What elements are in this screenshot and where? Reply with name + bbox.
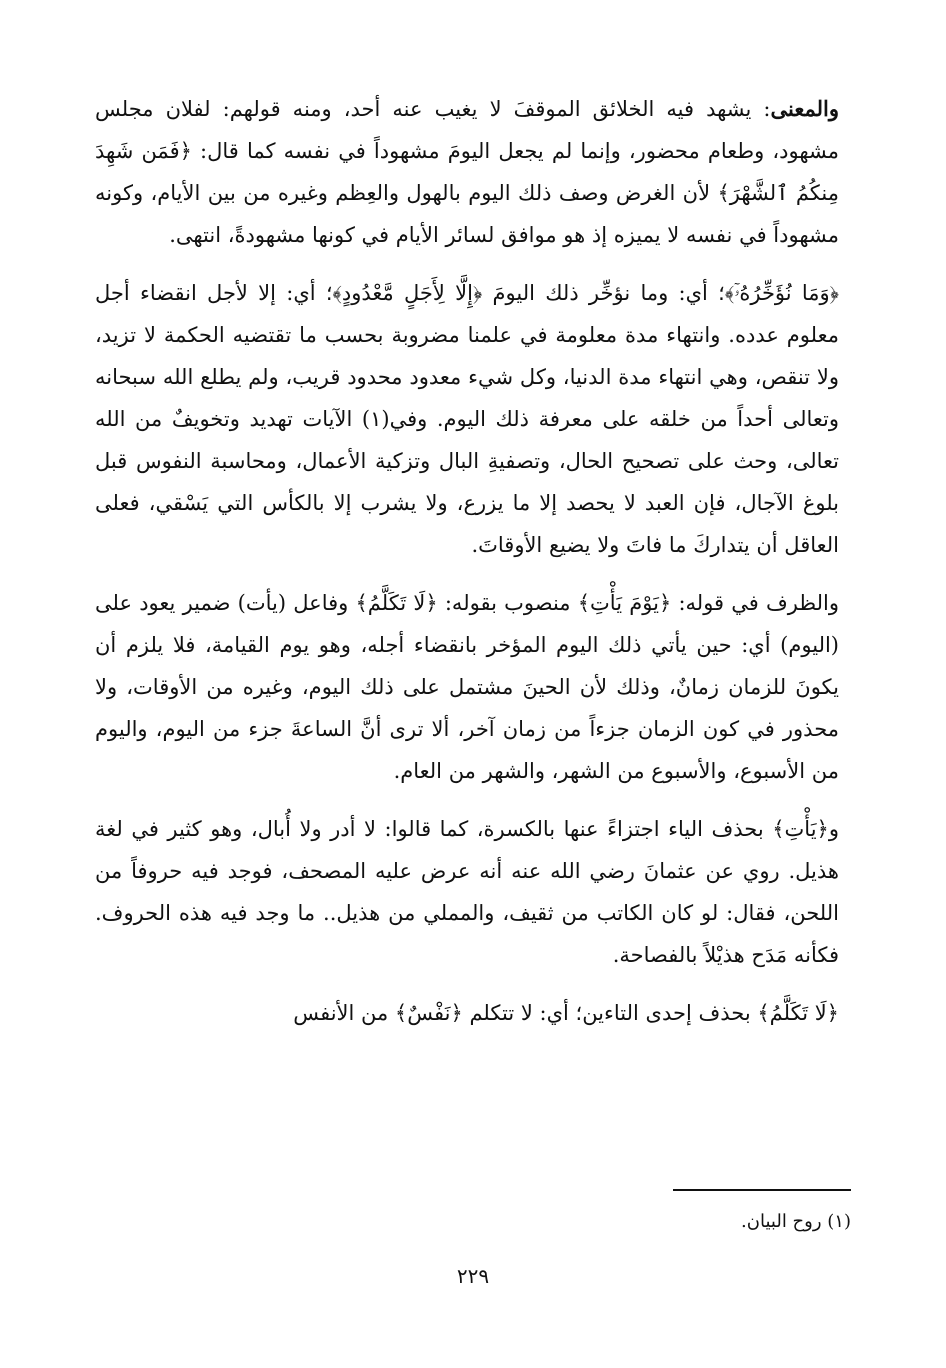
paragraph-4 [95, 808, 867, 976]
paragraph-1-lead: والمعنى [770, 96, 839, 121]
footnote-separator [673, 1189, 851, 1191]
page-number: ٢٢٩ [456, 1264, 490, 1288]
paragraph-1-text: : يشهد فيه الخلائق الموقفَ لا يغيب عنه أحد، ومنه قولهم: لفلان مجلس مشهود، وطعام محضور، وإنما لم يجعل اليومَ مشهوداً في نفسه كما قال: ﴿فَمَن شَهِدَ مِنكُمُ ٱلشَّهْرَ﴾ لأن الغرض وصف ذلك اليوم بالهول والعِظم وغيره من بين الأيام، وكونه مشهوداً في نفسه لا يميزه إذ هو موافق لسائر الأيام في كونها مشهودةً، انتهى. [95, 97, 839, 247]
paragraph-2-text: ﴿وَمَا نُؤَخِّرُهُۥٓ﴾؛ أي: وما نؤخِّر ذلك اليومَ ﴿إِلَّا لِأَجَلٍ مَّعْدُودٍ﴾؛ أي: إلا لأجل انقضاء أجل معلوم عدده. وانتهاء مدة معلومة في علمنا مضروبة بحسب ما تقتضيه الحكمة لا تزيد، ولا تنقص، وهي انتهاء مدة الدنيا، وكل شيء معدود محدود قريب، ولم يطلع الله سبحانه وتعالى أحداً من خلقه على معرفة ذلك اليوم. وفي(١) الآيات تهديد وتخويفٌ من الله تعالى، وحث على تصحيح الحال، وتصفيةِ البال وتزكية الأعمال، ومحاسبة النفوس قبل بلوغ الآجال، فإن العبد لا يحصد إلا ما يزرع، ولا يشرب إلا بالكأس التي يَسْقي، فعلى العاقل أن يتداركَ ما فاتَ ولا يضيع الأوقاتَ. [95, 281, 839, 557]
paragraph-3 [95, 582, 867, 792]
paragraph-5 [95, 992, 867, 1034]
footnote: (١) روح البيان. [741, 1211, 851, 1232]
paragraph-1 [95, 88, 867, 256]
paragraph-3-text: والظرف في قوله: ﴿يَوْمَ يَأْتِ﴾ منصوب بقوله: ﴿لَا تَكَلَّمُ﴾ وفاعل (يأت) ضمير يعود على (اليوم) أي: حين يأتي ذلك اليوم المؤخر بانقضاء أجله، وهو يوم القيامة، فلا يلزم أن يكونَ للزمان زمانٌ، وذلك لأن الحينَ مشتمل على ذلك اليوم، وغيره من الأوقات، ولا محذور في كون الزمان جزءاً من زمان آخر، ألا ترى أنَّ الساعةَ جزء من اليوم، واليوم من الأسبوع، والأسبوع من الشهر، والشهر من العام. [95, 591, 839, 783]
paragraph-2 [95, 272, 867, 566]
page-body [95, 88, 867, 1034]
paragraph-4-text: و﴿يَأْتِ﴾ بحذف الياء اجتزاءً عنها بالكسرة، كما قالوا: لا أدر ولا أُبال، وهو كثير في لغة هذيل. روي عن عثمانَ رضي الله عنه أنه عرض عليه المصحف، فوجد فيه حروفاً من اللحن، فقال: لو كان الكاتب من ثقيف، والمملي من هذيل.. ما وجد فيه هذه الحروف. فكأنه مَدَح هذيْلاً بالفصاحة. [95, 817, 839, 967]
paragraph-5-text: ﴿لَا تَكَلَّمُ﴾ بحذف إحدى التاءين؛ أي: لا تتكلم ﴿نَفْسٌ﴾ من الأنفس [293, 1001, 839, 1025]
